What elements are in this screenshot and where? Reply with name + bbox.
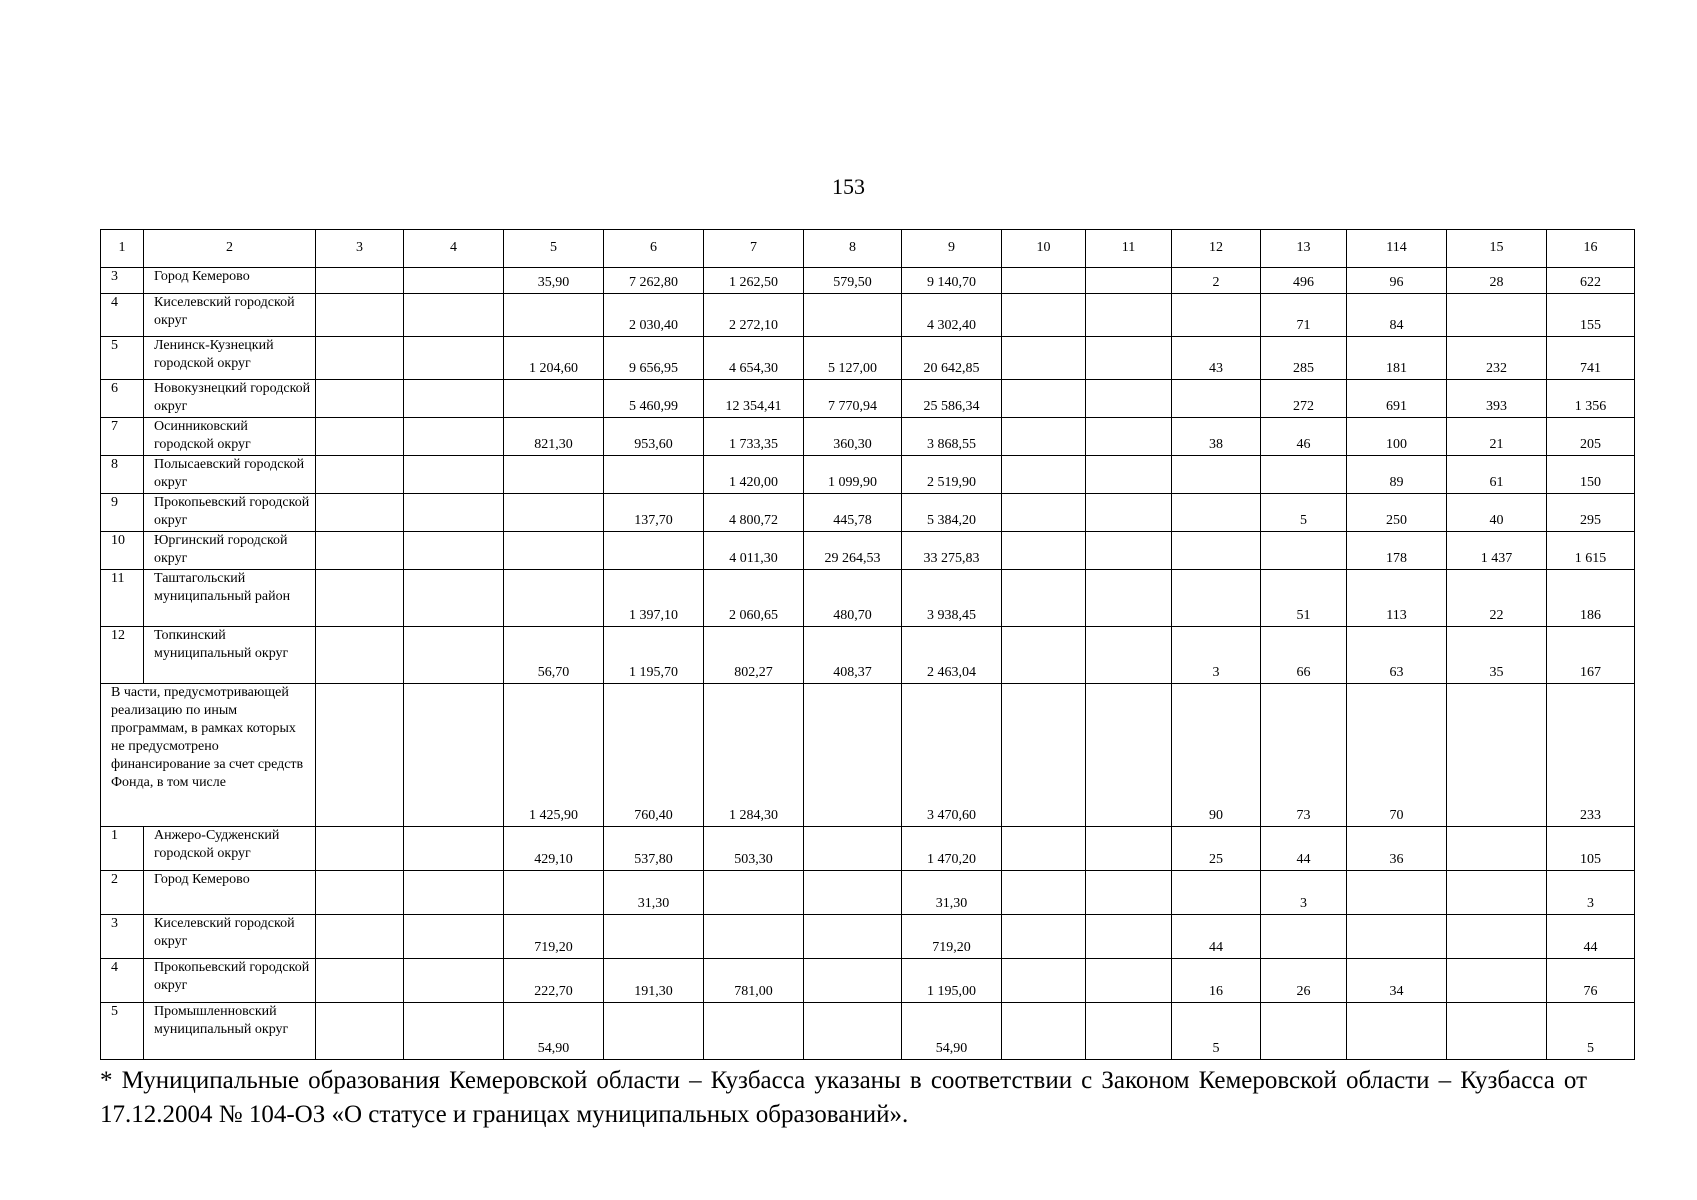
value-cell: 1 195,70 bbox=[604, 627, 704, 684]
value-cell: 250 bbox=[1347, 494, 1447, 532]
value-cell: 5 bbox=[1261, 494, 1347, 532]
value-cell bbox=[1086, 827, 1172, 871]
value-cell: 295 bbox=[1547, 494, 1635, 532]
header-cell: 7 bbox=[704, 230, 804, 268]
value-cell: 89 bbox=[1347, 456, 1447, 494]
value-cell: 222,70 bbox=[504, 959, 604, 1003]
value-cell: 73 bbox=[1261, 684, 1347, 827]
value-cell: 4 302,40 bbox=[902, 294, 1002, 337]
value-cell bbox=[1347, 915, 1447, 959]
value-cell bbox=[1172, 380, 1261, 418]
value-cell: 96 bbox=[1347, 268, 1447, 294]
value-cell bbox=[404, 871, 504, 915]
value-cell bbox=[504, 494, 604, 532]
value-cell bbox=[1086, 380, 1172, 418]
value-cell bbox=[316, 959, 404, 1003]
value-cell: 205 bbox=[1547, 418, 1635, 456]
value-cell bbox=[1172, 294, 1261, 337]
value-cell: 84 bbox=[1347, 294, 1447, 337]
value-cell: 90 bbox=[1172, 684, 1261, 827]
value-cell: 622 bbox=[1547, 268, 1635, 294]
value-cell: 480,70 bbox=[804, 570, 902, 627]
value-cell bbox=[1172, 456, 1261, 494]
value-cell bbox=[504, 871, 604, 915]
value-cell: 821,30 bbox=[504, 418, 604, 456]
value-cell bbox=[316, 570, 404, 627]
value-cell bbox=[804, 684, 902, 827]
value-cell: 46 bbox=[1261, 418, 1347, 456]
value-cell bbox=[504, 570, 604, 627]
table-row bbox=[101, 570, 1635, 627]
value-cell: 100 bbox=[1347, 418, 1447, 456]
value-cell: 70 bbox=[1347, 684, 1447, 827]
municipality-name: Киселевский городской округ bbox=[144, 294, 316, 337]
row-number: 4 bbox=[101, 959, 144, 1003]
row-number: 6 bbox=[101, 380, 144, 418]
value-cell: 44 bbox=[1172, 915, 1261, 959]
municipality-name: Промышленновский муниципальный округ bbox=[144, 1003, 316, 1060]
value-cell bbox=[1002, 494, 1086, 532]
table-row bbox=[101, 380, 1635, 418]
value-cell: 1 470,20 bbox=[902, 827, 1002, 871]
value-cell: 272 bbox=[1261, 380, 1347, 418]
value-cell bbox=[1086, 268, 1172, 294]
header-cell: 15 bbox=[1447, 230, 1547, 268]
header-cell: 1 bbox=[101, 230, 144, 268]
value-cell bbox=[1002, 627, 1086, 684]
value-cell bbox=[1086, 627, 1172, 684]
value-cell: 21 bbox=[1447, 418, 1547, 456]
value-cell: 35 bbox=[1447, 627, 1547, 684]
value-cell: 503,30 bbox=[704, 827, 804, 871]
value-cell: 4 800,72 bbox=[704, 494, 804, 532]
header-cell: 6 bbox=[604, 230, 704, 268]
value-cell: 51 bbox=[1261, 570, 1347, 627]
value-cell: 1 425,90 bbox=[504, 684, 604, 827]
value-cell: 1 195,00 bbox=[902, 959, 1002, 1003]
row-number: 10 bbox=[101, 532, 144, 570]
value-cell bbox=[504, 294, 604, 337]
value-cell bbox=[316, 337, 404, 380]
value-cell: 3 470,60 bbox=[902, 684, 1002, 827]
table-row bbox=[101, 337, 1635, 380]
municipality-name: Киселевский городской округ bbox=[144, 915, 316, 959]
value-cell bbox=[1447, 1003, 1547, 1060]
value-cell: 35,90 bbox=[504, 268, 604, 294]
value-cell: 22 bbox=[1447, 570, 1547, 627]
value-cell: 445,78 bbox=[804, 494, 902, 532]
value-cell: 61 bbox=[1447, 456, 1547, 494]
value-cell: 33 275,83 bbox=[902, 532, 1002, 570]
value-cell bbox=[316, 684, 404, 827]
header-cell: 11 bbox=[1086, 230, 1172, 268]
value-cell bbox=[1086, 570, 1172, 627]
value-cell: 71 bbox=[1261, 294, 1347, 337]
value-cell bbox=[804, 1003, 902, 1060]
value-cell: 2 519,90 bbox=[902, 456, 1002, 494]
value-cell: 1 262,50 bbox=[704, 268, 804, 294]
data-table bbox=[100, 229, 1635, 1060]
value-cell bbox=[1002, 871, 1086, 915]
table-row bbox=[101, 494, 1635, 532]
value-cell: 719,20 bbox=[504, 915, 604, 959]
value-cell: 36 bbox=[1347, 827, 1447, 871]
value-cell: 1 437 bbox=[1447, 532, 1547, 570]
table-row bbox=[101, 456, 1635, 494]
header-cell: 12 bbox=[1172, 230, 1261, 268]
header-cell: 3 bbox=[316, 230, 404, 268]
value-cell: 34 bbox=[1347, 959, 1447, 1003]
row-number: 3 bbox=[101, 268, 144, 294]
value-cell: 429,10 bbox=[504, 827, 604, 871]
value-cell: 4 011,30 bbox=[704, 532, 804, 570]
value-cell: 1 420,00 bbox=[704, 456, 804, 494]
value-cell: 4 654,30 bbox=[704, 337, 804, 380]
value-cell: 16 bbox=[1172, 959, 1261, 1003]
table-row bbox=[101, 827, 1635, 871]
value-cell: 28 bbox=[1447, 268, 1547, 294]
value-cell: 66 bbox=[1261, 627, 1347, 684]
value-cell bbox=[1347, 871, 1447, 915]
value-cell bbox=[404, 915, 504, 959]
value-cell: 233 bbox=[1547, 684, 1635, 827]
value-cell: 167 bbox=[1547, 627, 1635, 684]
value-cell: 1 356 bbox=[1547, 380, 1635, 418]
header-cell: 8 bbox=[804, 230, 902, 268]
value-cell: 2 060,65 bbox=[704, 570, 804, 627]
value-cell bbox=[316, 871, 404, 915]
value-cell bbox=[504, 456, 604, 494]
value-cell bbox=[404, 494, 504, 532]
value-cell: 29 264,53 bbox=[804, 532, 902, 570]
value-cell bbox=[404, 294, 504, 337]
value-cell bbox=[1261, 456, 1347, 494]
row-number: 9 bbox=[101, 494, 144, 532]
value-cell bbox=[1002, 418, 1086, 456]
value-cell bbox=[404, 456, 504, 494]
value-cell: 186 bbox=[1547, 570, 1635, 627]
table-row bbox=[101, 627, 1635, 684]
value-cell bbox=[1086, 294, 1172, 337]
municipality-name: Полысаевский городской округ bbox=[144, 456, 316, 494]
value-cell: 38 bbox=[1172, 418, 1261, 456]
value-cell: 54,90 bbox=[504, 1003, 604, 1060]
value-cell bbox=[1447, 959, 1547, 1003]
row-number: 2 bbox=[101, 871, 144, 915]
value-cell bbox=[804, 294, 902, 337]
table-row bbox=[101, 532, 1635, 570]
section-name: В части, предусмотривающей реализацию по иным программам, в рамках которых не предусмотрено финансирование за счет средств Фонда, в том числе bbox=[101, 684, 316, 827]
value-cell: 393 bbox=[1447, 380, 1547, 418]
value-cell bbox=[316, 268, 404, 294]
value-cell bbox=[1002, 570, 1086, 627]
page-number: 153 bbox=[832, 174, 865, 199]
value-cell bbox=[1086, 1003, 1172, 1060]
value-cell bbox=[1002, 684, 1086, 827]
municipality-name: Город Кемерово bbox=[144, 871, 316, 915]
value-cell: 25 bbox=[1172, 827, 1261, 871]
value-cell: 1 204,60 bbox=[504, 337, 604, 380]
value-cell bbox=[704, 871, 804, 915]
value-cell bbox=[1086, 684, 1172, 827]
value-cell bbox=[1447, 294, 1547, 337]
municipality-name: Юргинский городской округ bbox=[144, 532, 316, 570]
value-cell bbox=[404, 1003, 504, 1060]
row-number: 3 bbox=[101, 915, 144, 959]
municipality-name: Осинниковский городской округ bbox=[144, 418, 316, 456]
table-row bbox=[101, 418, 1635, 456]
value-cell: 781,00 bbox=[704, 959, 804, 1003]
value-cell: 31,30 bbox=[604, 871, 704, 915]
value-cell bbox=[1086, 337, 1172, 380]
value-cell bbox=[404, 380, 504, 418]
value-cell bbox=[404, 959, 504, 1003]
value-cell: 5 384,20 bbox=[902, 494, 1002, 532]
value-cell: 1 099,90 bbox=[804, 456, 902, 494]
value-cell: 496 bbox=[1261, 268, 1347, 294]
section-row bbox=[101, 684, 1635, 827]
value-cell bbox=[504, 380, 604, 418]
value-cell bbox=[1002, 827, 1086, 871]
value-cell bbox=[1086, 915, 1172, 959]
value-cell: 178 bbox=[1347, 532, 1447, 570]
value-cell: 1 733,35 bbox=[704, 418, 804, 456]
value-cell: 691 bbox=[1347, 380, 1447, 418]
value-cell bbox=[1002, 456, 1086, 494]
value-cell bbox=[316, 1003, 404, 1060]
value-cell: 191,30 bbox=[604, 959, 704, 1003]
value-cell: 76 bbox=[1547, 959, 1635, 1003]
value-cell: 232 bbox=[1447, 337, 1547, 380]
value-cell: 63 bbox=[1347, 627, 1447, 684]
value-cell: 741 bbox=[1547, 337, 1635, 380]
value-cell bbox=[316, 494, 404, 532]
value-cell: 408,37 bbox=[804, 627, 902, 684]
value-cell: 1 615 bbox=[1547, 532, 1635, 570]
value-cell bbox=[804, 827, 902, 871]
value-cell: 12 354,41 bbox=[704, 380, 804, 418]
header-cell: 16 bbox=[1547, 230, 1635, 268]
value-cell bbox=[1086, 532, 1172, 570]
value-cell bbox=[804, 959, 902, 1003]
row-number: 5 bbox=[101, 1003, 144, 1060]
value-cell bbox=[404, 337, 504, 380]
value-cell bbox=[1086, 418, 1172, 456]
header-cell: 114 bbox=[1347, 230, 1447, 268]
value-cell bbox=[404, 268, 504, 294]
value-cell: 5 bbox=[1547, 1003, 1635, 1060]
value-cell: 5 460,99 bbox=[604, 380, 704, 418]
table-row bbox=[101, 915, 1635, 959]
value-cell bbox=[604, 915, 704, 959]
value-cell bbox=[316, 294, 404, 337]
value-cell: 537,80 bbox=[604, 827, 704, 871]
value-cell: 1 284,30 bbox=[704, 684, 804, 827]
table-row bbox=[101, 1003, 1635, 1060]
value-cell bbox=[804, 871, 902, 915]
value-cell bbox=[1261, 1003, 1347, 1060]
value-cell bbox=[1447, 684, 1547, 827]
municipality-name: Таштагольский муниципальный район bbox=[144, 570, 316, 627]
value-cell: 579,50 bbox=[804, 268, 902, 294]
value-cell bbox=[604, 456, 704, 494]
value-cell bbox=[1002, 959, 1086, 1003]
value-cell bbox=[316, 627, 404, 684]
value-cell bbox=[1347, 1003, 1447, 1060]
header-cell: 4 bbox=[404, 230, 504, 268]
value-cell: 3 938,45 bbox=[902, 570, 1002, 627]
value-cell: 285 bbox=[1261, 337, 1347, 380]
value-cell: 5 127,00 bbox=[804, 337, 902, 380]
table-header-row bbox=[101, 230, 1635, 268]
value-cell bbox=[1172, 570, 1261, 627]
value-cell bbox=[316, 380, 404, 418]
value-cell: 56,70 bbox=[504, 627, 604, 684]
value-cell: 150 bbox=[1547, 456, 1635, 494]
value-cell: 137,70 bbox=[604, 494, 704, 532]
value-cell bbox=[1002, 532, 1086, 570]
value-cell: 54,90 bbox=[902, 1003, 1002, 1060]
value-cell: 802,27 bbox=[704, 627, 804, 684]
municipality-name: Город Кемерово bbox=[144, 268, 316, 294]
table-row bbox=[101, 871, 1635, 915]
value-cell bbox=[604, 1003, 704, 1060]
value-cell: 3 bbox=[1172, 627, 1261, 684]
header-cell: 9 bbox=[902, 230, 1002, 268]
value-cell: 113 bbox=[1347, 570, 1447, 627]
value-cell: 26 bbox=[1261, 959, 1347, 1003]
value-cell: 2 030,40 bbox=[604, 294, 704, 337]
value-cell bbox=[1086, 494, 1172, 532]
value-cell bbox=[1002, 915, 1086, 959]
value-cell bbox=[316, 915, 404, 959]
row-number: 5 bbox=[101, 337, 144, 380]
value-cell bbox=[1447, 915, 1547, 959]
value-cell bbox=[1086, 959, 1172, 1003]
value-cell bbox=[1261, 532, 1347, 570]
value-cell: 181 bbox=[1347, 337, 1447, 380]
value-cell bbox=[1172, 871, 1261, 915]
row-number: 4 bbox=[101, 294, 144, 337]
value-cell: 3 868,55 bbox=[902, 418, 1002, 456]
value-cell: 3 bbox=[1261, 871, 1347, 915]
value-cell bbox=[316, 827, 404, 871]
value-cell: 760,40 bbox=[604, 684, 704, 827]
value-cell bbox=[1002, 268, 1086, 294]
value-cell: 3 bbox=[1547, 871, 1635, 915]
value-cell bbox=[404, 570, 504, 627]
value-cell: 2 bbox=[1172, 268, 1261, 294]
value-cell bbox=[316, 456, 404, 494]
table-row bbox=[101, 294, 1635, 337]
value-cell: 105 bbox=[1547, 827, 1635, 871]
municipality-name: Топкинский муниципальный округ bbox=[144, 627, 316, 684]
value-cell: 40 bbox=[1447, 494, 1547, 532]
value-cell bbox=[1002, 380, 1086, 418]
header-cell: 5 bbox=[504, 230, 604, 268]
municipality-name: Новокузнецкий городской округ bbox=[144, 380, 316, 418]
value-cell bbox=[316, 532, 404, 570]
table-row bbox=[101, 268, 1635, 294]
value-cell: 360,30 bbox=[804, 418, 902, 456]
header-cell: 13 bbox=[1261, 230, 1347, 268]
value-cell bbox=[404, 627, 504, 684]
value-cell: 5 bbox=[1172, 1003, 1261, 1060]
value-cell: 7 262,80 bbox=[604, 268, 704, 294]
municipality-name: Анжеро-Судженский городской округ bbox=[144, 827, 316, 871]
row-number: 12 bbox=[101, 627, 144, 684]
value-cell bbox=[1002, 294, 1086, 337]
value-cell bbox=[404, 684, 504, 827]
municipality-name: Прокопьевский городской округ bbox=[144, 494, 316, 532]
value-cell bbox=[604, 532, 704, 570]
row-number: 7 bbox=[101, 418, 144, 456]
value-cell bbox=[1447, 827, 1547, 871]
value-cell bbox=[504, 532, 604, 570]
footnote: * Муниципальные образования Кемеровской области – Кузбасса указаны в соответствии с Законом Кемеровской области – Кузбасса от 17.12.2004 № 104-ОЗ «О статусе и границах муниципальных образований». bbox=[100, 1067, 1587, 1128]
value-cell bbox=[1086, 456, 1172, 494]
value-cell: 1 397,10 bbox=[604, 570, 704, 627]
row-number: 11 bbox=[101, 570, 144, 627]
value-cell bbox=[1086, 871, 1172, 915]
table-row bbox=[101, 959, 1635, 1003]
value-cell: 953,60 bbox=[604, 418, 704, 456]
header-cell: 10 bbox=[1002, 230, 1086, 268]
value-cell: 9 140,70 bbox=[902, 268, 1002, 294]
value-cell bbox=[316, 418, 404, 456]
value-cell bbox=[1447, 871, 1547, 915]
row-number: 8 bbox=[101, 456, 144, 494]
value-cell bbox=[704, 1003, 804, 1060]
value-cell: 9 656,95 bbox=[604, 337, 704, 380]
value-cell: 719,20 bbox=[902, 915, 1002, 959]
value-cell bbox=[1172, 494, 1261, 532]
value-cell bbox=[404, 418, 504, 456]
value-cell bbox=[1002, 337, 1086, 380]
row-number: 1 bbox=[101, 827, 144, 871]
value-cell: 44 bbox=[1547, 915, 1635, 959]
value-cell bbox=[404, 827, 504, 871]
value-cell: 44 bbox=[1261, 827, 1347, 871]
header-cell: 2 bbox=[144, 230, 316, 268]
value-cell bbox=[1002, 1003, 1086, 1060]
value-cell: 20 642,85 bbox=[902, 337, 1002, 380]
value-cell: 25 586,34 bbox=[902, 380, 1002, 418]
value-cell bbox=[404, 532, 504, 570]
value-cell: 2 272,10 bbox=[704, 294, 804, 337]
value-cell bbox=[1261, 915, 1347, 959]
value-cell: 43 bbox=[1172, 337, 1261, 380]
value-cell bbox=[804, 915, 902, 959]
value-cell: 31,30 bbox=[902, 871, 1002, 915]
value-cell: 155 bbox=[1547, 294, 1635, 337]
value-cell bbox=[1172, 532, 1261, 570]
value-cell: 2 463,04 bbox=[902, 627, 1002, 684]
municipality-name: Прокопьевский городской округ bbox=[144, 959, 316, 1003]
value-cell bbox=[704, 915, 804, 959]
value-cell: 7 770,94 bbox=[804, 380, 902, 418]
municipality-name: Ленинск-Кузнецкий городской округ bbox=[144, 337, 316, 380]
